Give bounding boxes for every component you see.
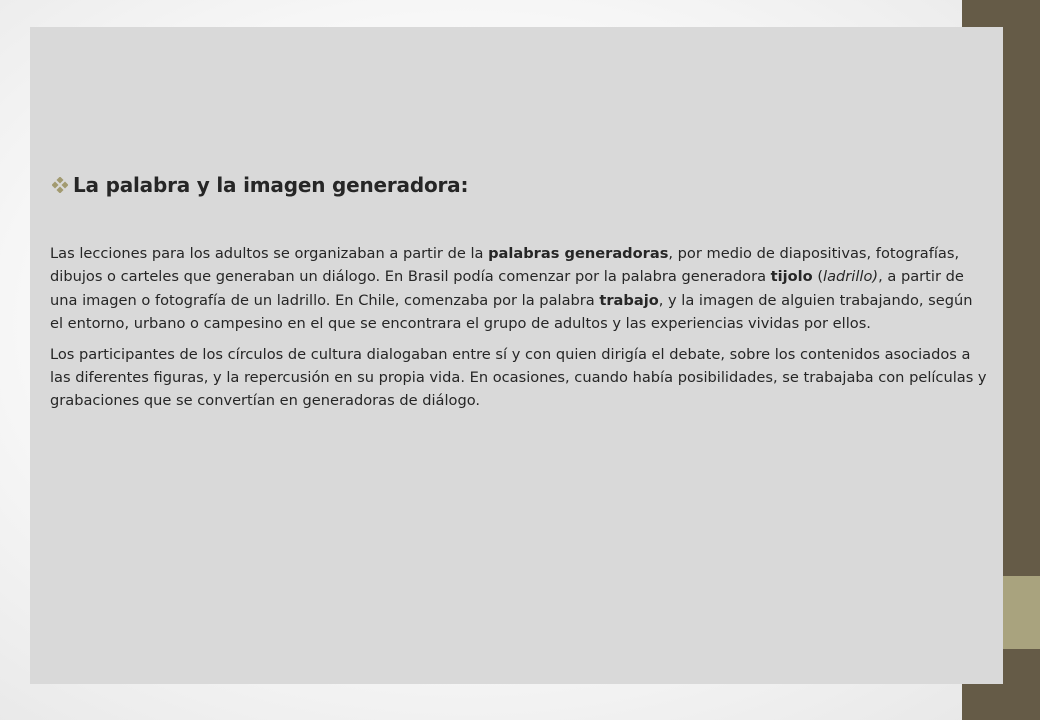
slide-body <box>50 242 990 420</box>
paragraph-1-italic-1: ladrillo) <box>823 268 879 286</box>
heading-text: La palabra y la imagen generadora: <box>73 173 469 197</box>
paragraph-1-bold-1: palabras generadoras <box>488 245 669 262</box>
paragraph-1-text-3: ( <box>812 268 824 286</box>
paragraph-1 <box>50 242 990 336</box>
paragraph-1-text-2: , por medio de diapositivas, fotografías, dibujos o carteles que generaban un diálogo. En Brasil podía comenzar por la palabra generadora <box>50 245 960 286</box>
paragraph-1-bold-2: tijolo <box>770 268 813 286</box>
paragraph-1-text-5: , y la imagen de alguien trabajando, según el entorno, urbano o campesino en el que se encontrara el grupo de adultos y las experiencias vividas por ellos. <box>50 291 973 333</box>
paragraph-1-text-4: , a partir de una imagen o fotografía de un ladrillo. En Chile, comenzaba por la palabra <box>50 268 964 309</box>
diamond-bullet-icon <box>52 174 68 190</box>
paragraph-2: Los participantes de los círculos de cultura dialogaban entre sí y con quien dirigía el debate, sobre los contenidos asociados a las diferentes figuras, y la repercusión en su propia vida. En ocasiones, cuando había posibilidades, se trabajaba con películas y grabaciones que se convertían en generadoras de diálogo. <box>50 345 987 410</box>
side-accent-block <box>1003 576 1040 649</box>
slide-content-panel <box>30 27 1003 684</box>
slide-heading <box>52 173 468 197</box>
paragraph-1-bold-3: trabajo <box>599 291 659 309</box>
paragraph-1-text-1: Las lecciones para los adultos se organizaban a partir de la <box>50 245 489 262</box>
